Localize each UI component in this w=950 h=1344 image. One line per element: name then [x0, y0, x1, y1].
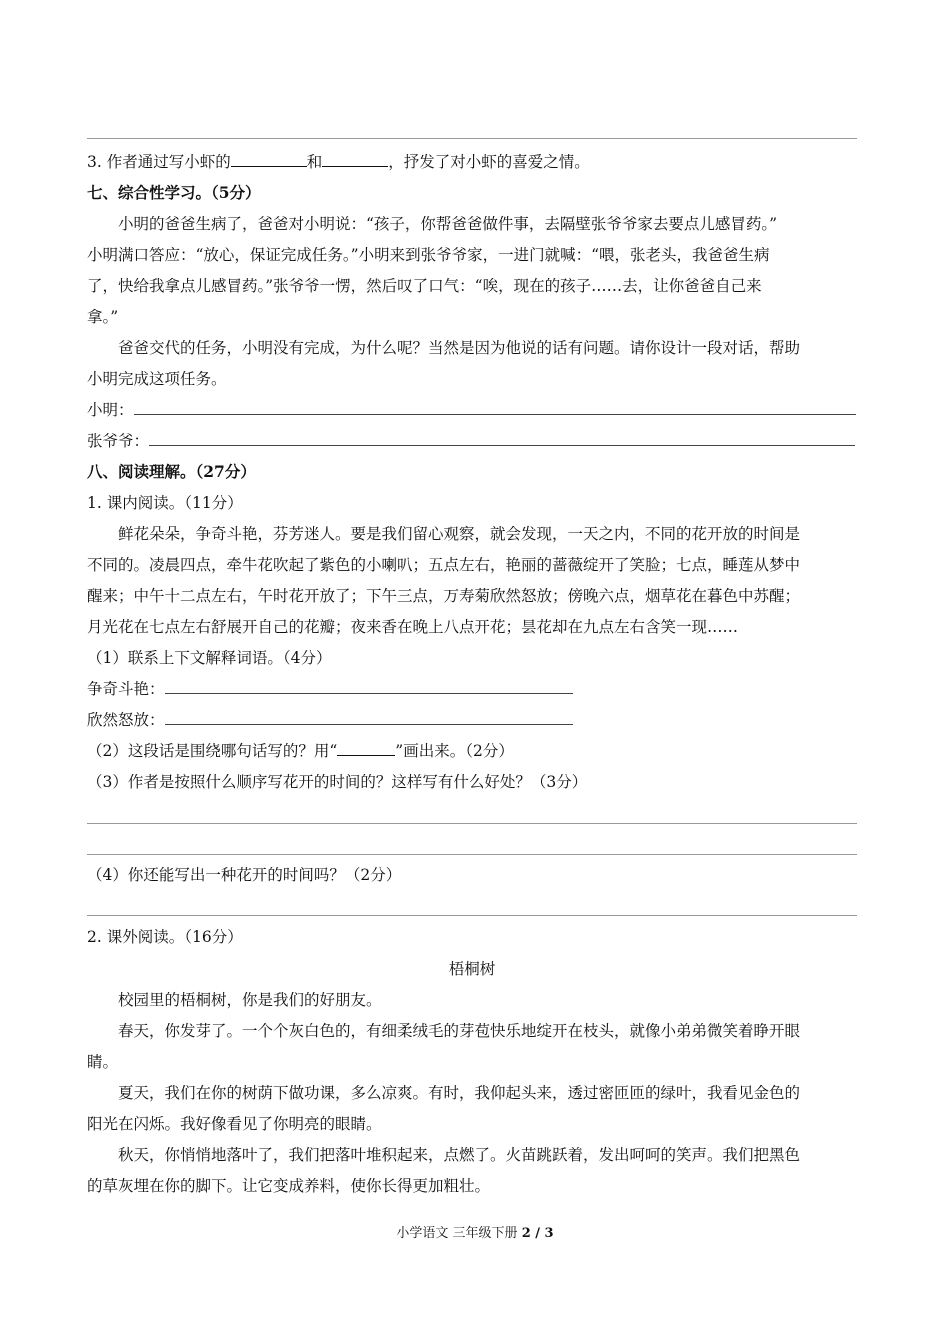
reading-1-line: 鲜花朵朵，争奇斗艳，芬芳迷人。要是我们留心观察，就会发现，一天之内，不同的花开放的时间是: [118, 525, 801, 543]
reading-1-question-1: （1）联系上下文解释词语。（4分）: [87, 649, 332, 667]
article-title: 梧桐树: [448, 960, 496, 978]
answer-line-q3-2[interactable]: [87, 854, 857, 855]
reading-1-title: 1. 课内阅读。（11分）: [87, 494, 243, 512]
section-8-title: 八、阅读理解。（27分）: [87, 462, 256, 481]
zhangyeye-answer-row: 张爷爷：: [87, 430, 857, 452]
article-line: 秋天，你悄悄地落叶了，我们把落叶堆积起来，点燃了。火苗跳跃着，发出呵呵的笑声。我们把黑色: [118, 1146, 801, 1164]
reading-1-question-4: （4）你还能写出一种花开的时间吗？（2分）: [87, 866, 402, 884]
answer-blank[interactable]: [231, 151, 307, 167]
reading-1-question-3: （3）作者是按照什么顺序写花开的时间的？这样写有什么好处？（3分）: [87, 773, 588, 791]
sec7-paragraph-line: 小明满口答应：“放心，保证完成任务。”小明来到张爷爷家，一进门就喊：“喂，张老头，我爸爸生病: [87, 246, 770, 264]
answer-blank[interactable]: [322, 151, 388, 167]
sec7-paragraph-line: 拿。”: [87, 308, 119, 326]
underline-sample: [337, 740, 395, 756]
answer-line-q4[interactable]: [87, 915, 857, 916]
term-1-answer-line[interactable]: [165, 679, 573, 694]
reading-1-line: 醒来；中午十二点左右，午时花开放了；下午三点，万寿菊欣然怒放；傍晚六点，烟草花在暮色中苏醒；: [87, 587, 801, 605]
answer-line-q3-1[interactable]: [87, 823, 857, 824]
article-line: 夏天，我们在你的树荫下做功课，多么凉爽。有时，我仰起头来，透过密匝匝的绿叶，我看见金色的: [118, 1084, 801, 1102]
sec7-paragraph-line: 爸爸交代的任务，小明没有完成，为什么呢？当然是因为他说的话有问题。请你设计一段对话，帮助: [118, 339, 801, 357]
reading-1-line: 月光花在七点左右舒展开自己的花瓣；夜来香在晚上八点开花；昙花却在九点左右含笑一现……: [87, 618, 739, 636]
sec7-paragraph-line: 小明的爸爸生病了，爸爸对小明说：“孩子，你帮爸爸做件事，去隔壁张爷爷家去要点儿感冒药。”: [118, 215, 778, 233]
article-line: 睛。: [87, 1053, 119, 1071]
term-2-row: 欣然怒放：: [87, 709, 857, 731]
sec7-paragraph-line: 小明完成这项任务。: [87, 370, 227, 388]
section-7-title: 七、综合性学习。（5分）: [87, 183, 261, 202]
article-line: 的草灰埋在你的脚下。让它变成养料，使你长得更加粗壮。: [87, 1177, 491, 1195]
reading-1-line: 不同的。凌晨四点，牵牛花吹起了紫色的小喇叭；五点左右，艳丽的蔷薇绽开了笑脸；七点，睡莲从梦中: [87, 556, 801, 574]
top-divider: [87, 138, 857, 139]
xiaoming-answer-line[interactable]: [134, 400, 856, 415]
term-1-row: 争奇斗艳：: [87, 678, 857, 700]
zhangyeye-answer-line[interactable]: [149, 431, 855, 446]
article-line: 春天，你发芽了。一个个灰白色的，有细柔绒毛的芽苞快乐地绽开在枝头，就像小弟弟微笑着睁开眼: [118, 1022, 801, 1040]
article-line: 阳光在闪烁。我好像看见了你明亮的眼睛。: [87, 1115, 382, 1133]
page-number: 2 / 3: [521, 1226, 554, 1241]
article-line: 校园里的梧桐树，你是我们的好朋友。: [118, 991, 382, 1009]
page-footer: 小学语文 三年级下册 2 / 3: [396, 1226, 554, 1241]
xiaoming-answer-row: 小明：: [87, 399, 857, 421]
reading-2-title: 2. 课外阅读。（16分）: [87, 928, 243, 946]
question-3: 3. 作者通过写小虾的 和 ，抒发了对小虾的喜爱之情。: [87, 153, 590, 171]
sec7-paragraph-line: 了，快给我拿点儿感冒药。”张爷爷一愣，然后叹了口气：“唉，现在的孩子……去，让你爸爸自己来: [87, 277, 762, 295]
reading-1-question-2: （2）这段话是围绕哪句话写的？用“ ”画出来。（2分）: [87, 742, 514, 760]
term-2-answer-line[interactable]: [165, 710, 573, 725]
